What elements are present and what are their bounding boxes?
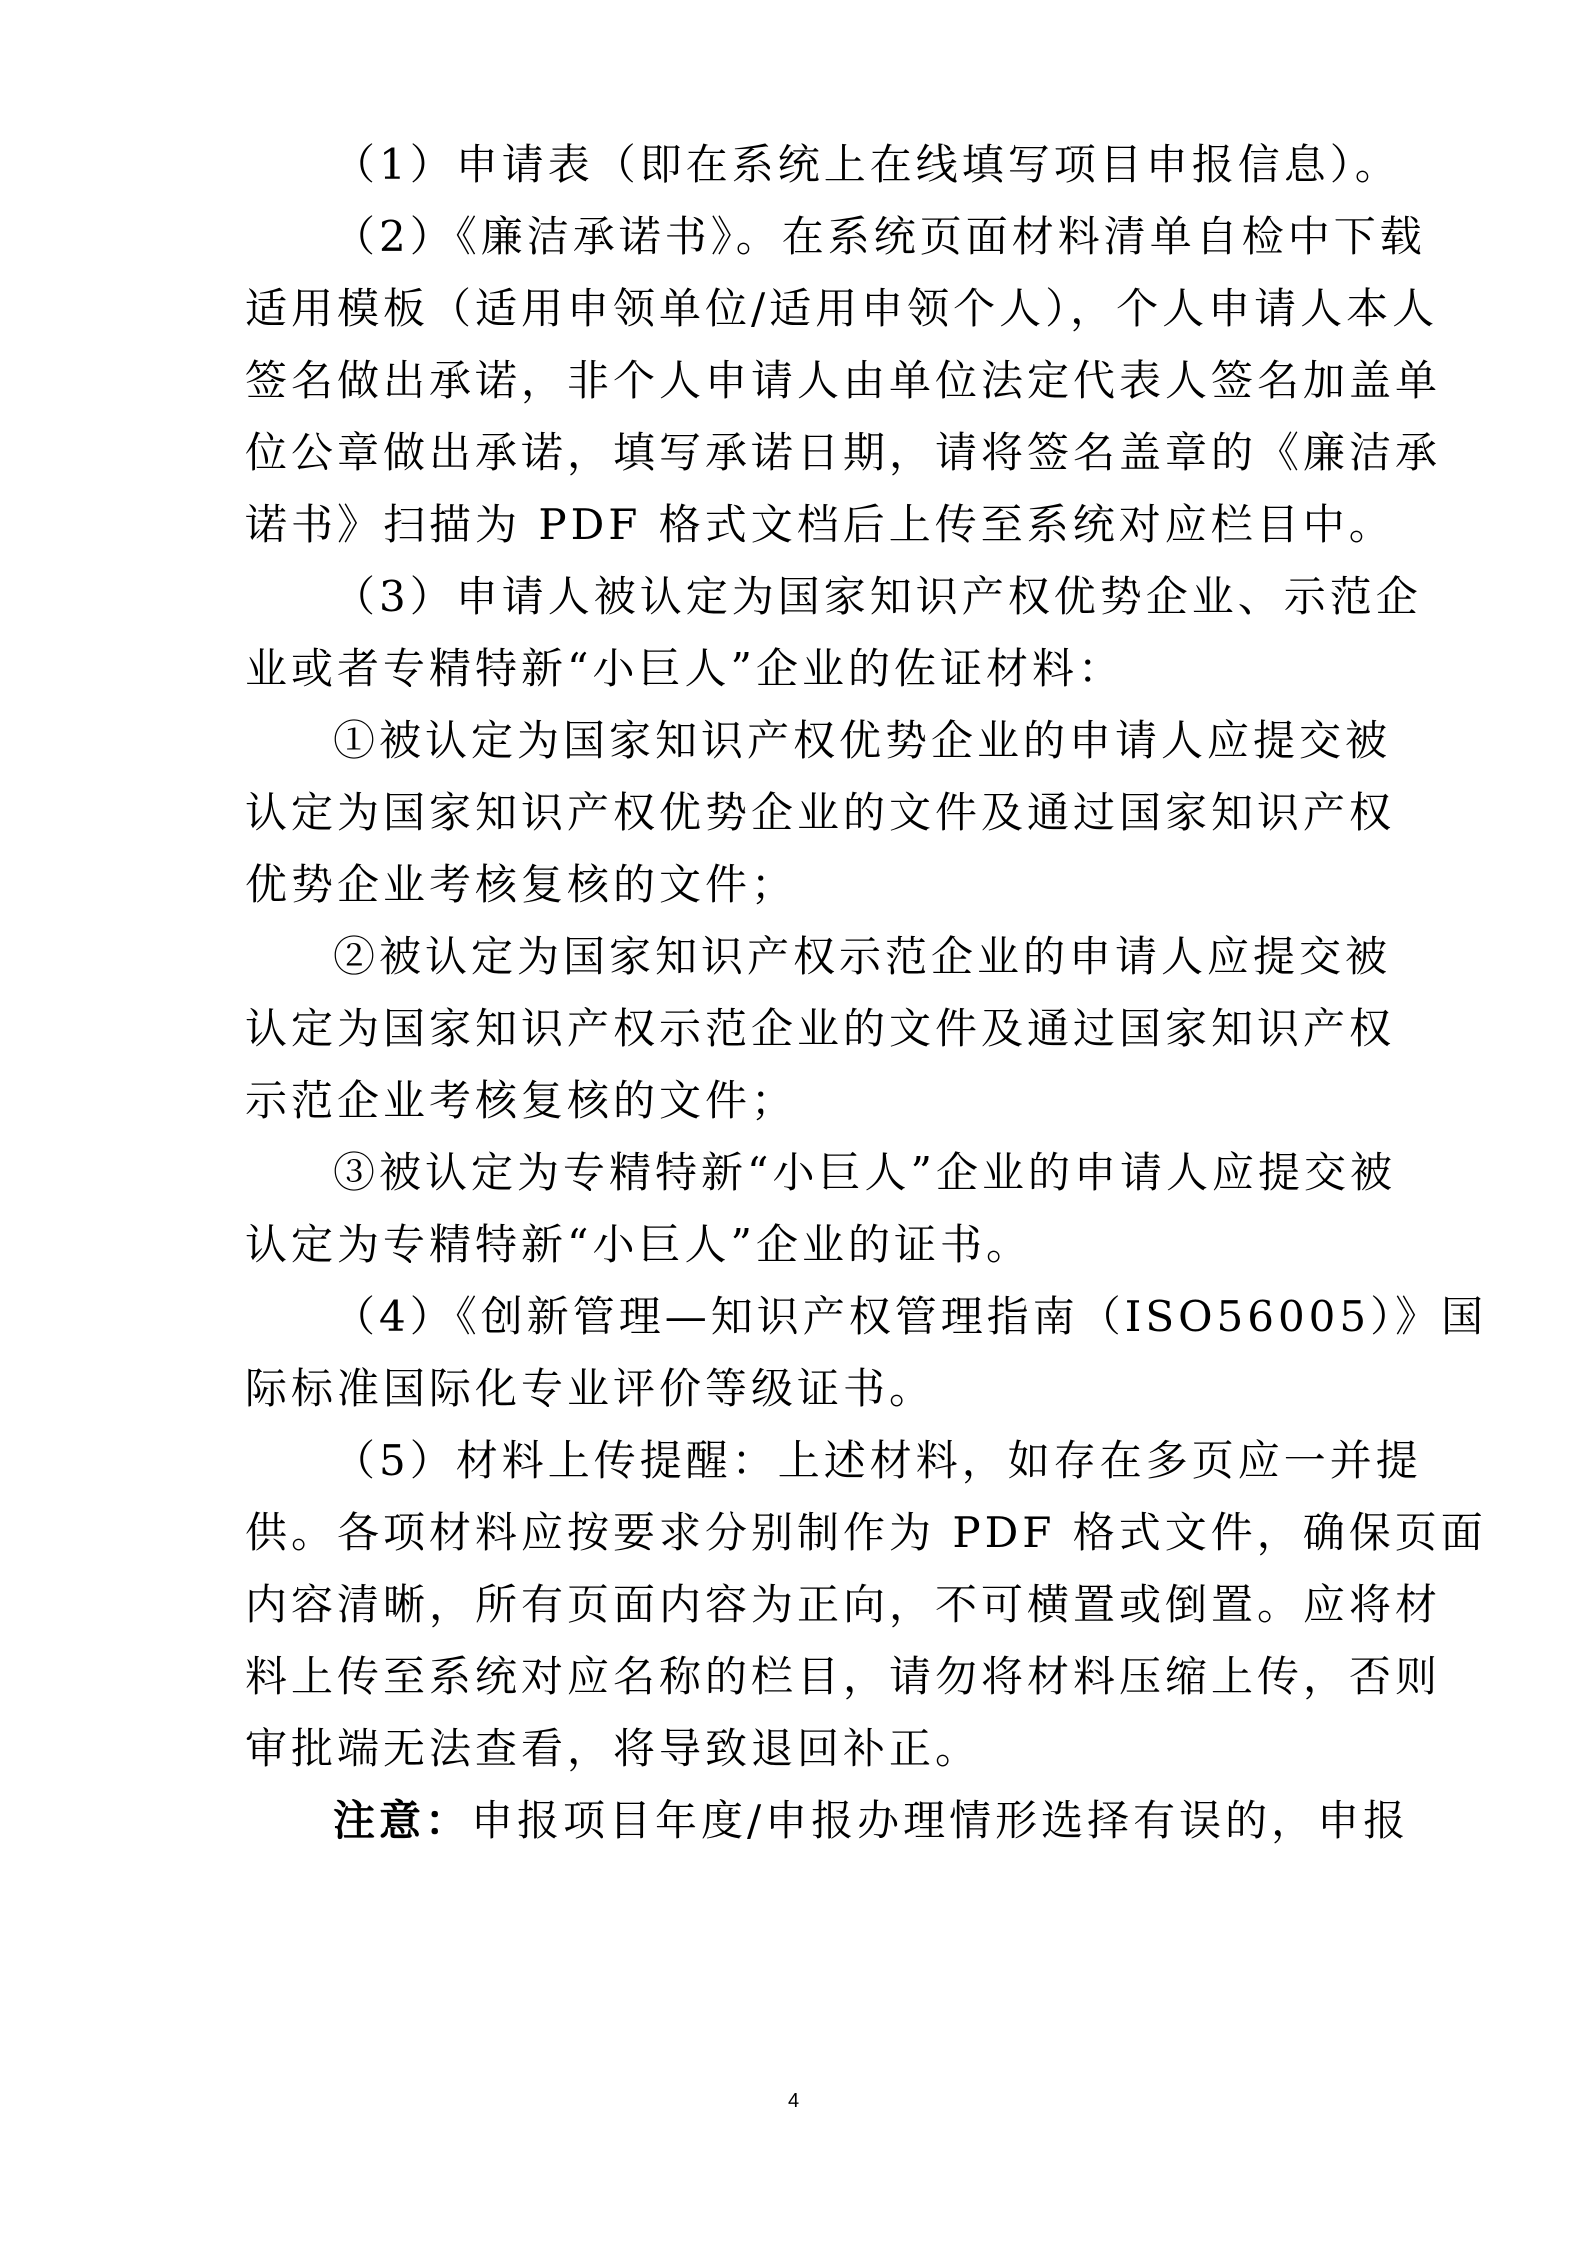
text-line: 优势企业考核复核的文件； (245, 860, 798, 909)
text-line: 供。各项材料应按要求分别制作为 PDF 格式文件，确保页面 (245, 1508, 1487, 1557)
text-line: ②被认定为国家知识产权示范企业的申请人应提交被 (333, 932, 1392, 981)
text-line: 料上传至系统对应名称的栏目，请勿将材料压缩上传，否则 (245, 1652, 1442, 1701)
text-line: （5）材料上传提醒：上述材料，如存在多页应一并提 (333, 1436, 1422, 1485)
text-line: （4）《创新管理—知识产权管理指南（ISO56005）》国 (333, 1292, 1488, 1341)
text-line: 适用模板（适用申领单位/适用申领个人），个人申请人本人 (245, 284, 1439, 333)
text-line: 认定为国家知识产权示范企业的文件及通过国家知识产权 (245, 1004, 1396, 1053)
text-line: 示范企业考核复核的文件； (245, 1076, 798, 1125)
text-line: 审批端无法查看，将导致退回补正。 (245, 1724, 982, 1773)
text-line: ③被认定为专精特新“小巨人”企业的申请人应提交被 (333, 1148, 1396, 1197)
text-line: （3）申请人被认定为国家知识产权优势企业、示范企 (333, 572, 1422, 621)
page-number: 4 (787, 2090, 800, 2112)
text-line: （1）申请表（即在系统上在线填写项目申报信息）。 (333, 140, 1401, 189)
text-line: 际标准国际化专业评价等级证书。 (245, 1364, 936, 1413)
note-label: 注意： (333, 1796, 472, 1845)
text-line: 内容清晰，所有页面内容为正向，不可横置或倒置。应将材 (245, 1580, 1442, 1629)
text-line: 诺书》扫描为 PDF 格式文档后上传至系统对应栏目中。 (245, 500, 1395, 549)
text-line: 认定为专精特新“小巨人”企业的证书。 (245, 1220, 1032, 1269)
text-line: （2）《廉洁承诺书》。在系统页面材料清单自检中下载 (333, 212, 1426, 261)
note-line (333, 1784, 1410, 1858)
note-text: 申报项目年度/申报办理情形选择有误的，申报 (471, 1796, 1410, 1845)
text-line: 业或者专精特新“小巨人”企业的佐证材料： (245, 644, 1124, 693)
text-line: 认定为国家知识产权优势企业的文件及通过国家知识产权 (245, 788, 1396, 837)
text-line: 签名做出承诺，非个人申请人由单位法定代表人签名加盖单 (245, 356, 1442, 405)
text-line: ①被认定为国家知识产权优势企业的申请人应提交被 (333, 716, 1392, 765)
text-line: 位公章做出承诺，填写承诺日期，请将签名盖章的《廉洁承 (245, 428, 1442, 477)
